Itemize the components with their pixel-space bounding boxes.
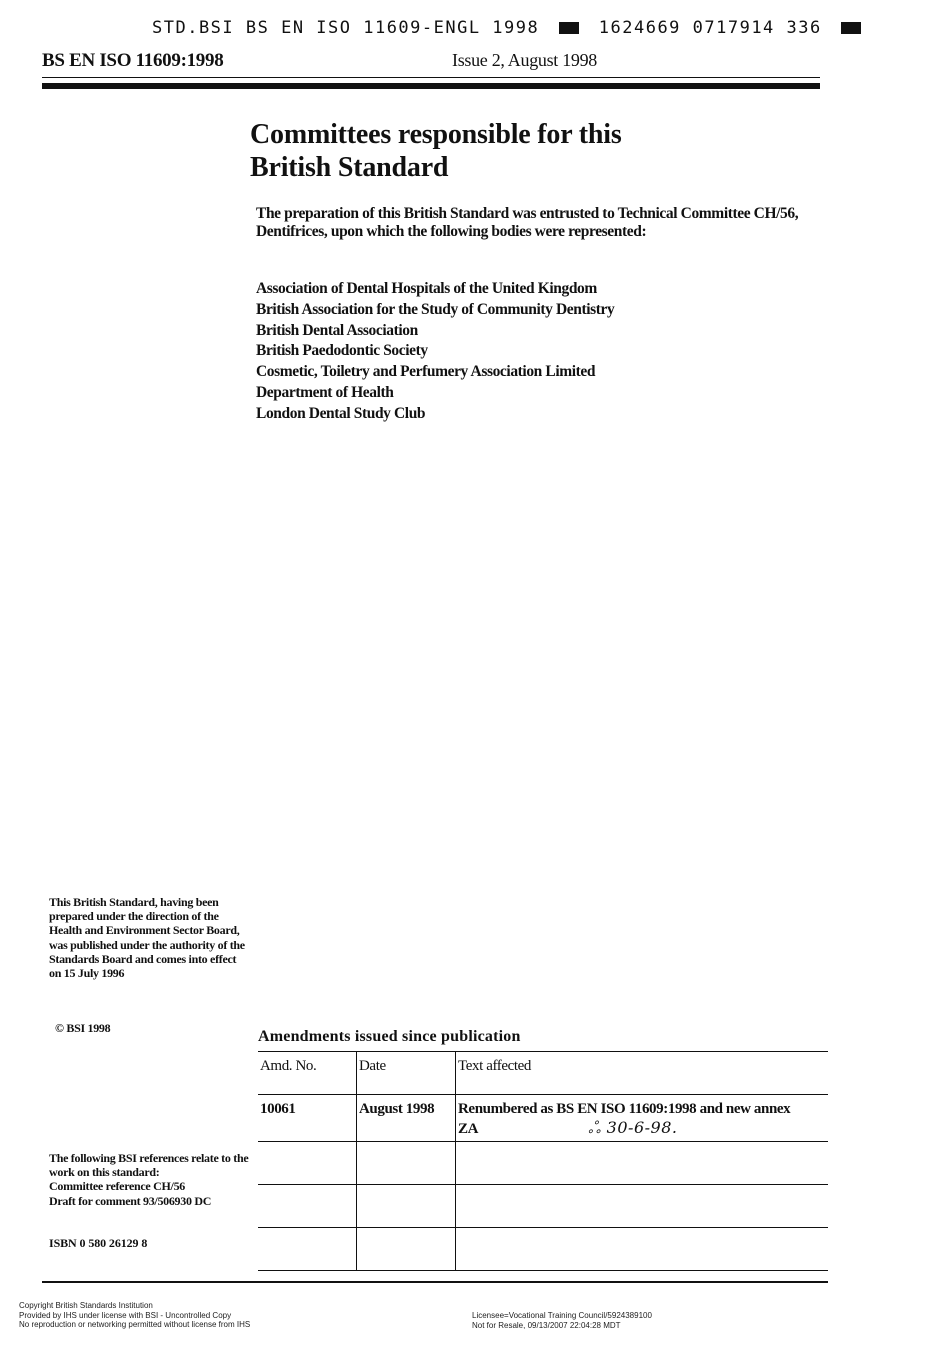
- references-intro: The following BSI references relate to the work on this standard:: [49, 1151, 249, 1180]
- handwritten-note: ஃ 30-6-98.: [588, 1118, 678, 1137]
- standard-number: BS EN ISO 11609:1998: [42, 50, 224, 71]
- header-rule-thick: [42, 83, 820, 89]
- cell-empty: [357, 1185, 456, 1228]
- footer-line: Copyright British Standards Institution: [19, 1301, 153, 1310]
- bottom-rule: [42, 1281, 828, 1283]
- cell-empty: [456, 1142, 829, 1185]
- committee-reference: Committee reference CH/56: [49, 1179, 185, 1194]
- footer-line: Not for Resale, 09/13/2007 22:04:28 MDT: [472, 1320, 621, 1330]
- stamp-prefix: STD.BSI BS EN ISO 11609-ENGL 1998: [152, 18, 540, 38]
- cell-empty: [357, 1228, 456, 1271]
- footer-line: Provided by IHS under license with BSI - Uncontrolled Copy: [19, 1310, 232, 1320]
- list-item: Association of Dental Hospitals of the United Kingdom: [256, 280, 597, 297]
- cell-empty: [258, 1185, 357, 1228]
- cell-empty: [258, 1142, 357, 1185]
- cell-empty: [456, 1185, 829, 1228]
- footer-line: Licensee=Vocational Training Council/5924389100: [472, 1311, 652, 1320]
- committee-intro: The preparation of this British Standard was entrusted to Technical Committee CH/56, Dentifrices, upon which the following bodies were represented:: [256, 205, 799, 240]
- cell-text-affected: [456, 1095, 829, 1142]
- authority-statement: This British Standard, having been prepared under the direction of the Health and Environment Sector Board, was published under the authority of the Standards Board and comes into effect on 15 July 1996: [49, 895, 245, 981]
- list-item: Cosmetic, Toiletry and Perfumery Association Limited: [256, 363, 596, 381]
- list-item: British Dental Association: [256, 321, 418, 339]
- list-item: London Dental Study Club: [256, 404, 426, 422]
- page-title-line2: British Standard: [250, 152, 449, 183]
- header-amd-no: Amd. No.: [258, 1052, 357, 1095]
- cell-empty: [456, 1228, 829, 1271]
- list-item: Department of Health: [256, 383, 394, 401]
- cell-amd-no: 10061: [258, 1095, 357, 1142]
- bsi-references: [49, 1151, 249, 1208]
- table-row: [258, 1142, 828, 1185]
- copyright-notice: © BSI 1998: [55, 1021, 111, 1035]
- list-item: British Association for the Study of Community Dentistry: [256, 300, 615, 318]
- stamp-code: 1624669 0717914 336: [598, 18, 822, 38]
- stamp-block-mark-end: [841, 22, 861, 34]
- represented-bodies-list: [256, 279, 614, 425]
- page-title: [250, 118, 622, 184]
- table-row: [258, 1095, 828, 1142]
- cell-empty: [258, 1228, 357, 1271]
- page-title-line1: Committees responsible for this: [250, 119, 622, 150]
- table-header-row: [258, 1052, 828, 1095]
- cell-date: August 1998: [357, 1095, 456, 1142]
- draft-reference: Draft for comment 93/506930 DC: [49, 1193, 212, 1208]
- amendments-table: [258, 1051, 828, 1271]
- footer-line: No reproduction or networking permitted without license from IHS: [19, 1320, 251, 1329]
- list-item: British Paedodontic Society: [256, 342, 428, 360]
- isbn: ISBN 0 580 26129 8: [49, 1236, 148, 1250]
- stamp-block-mark: [559, 22, 579, 34]
- header-date: Date: [357, 1052, 456, 1095]
- text-affected: Renumbered as BS EN ISO 11609:1998 and new annex ZA: [458, 1101, 791, 1137]
- table-row: [258, 1185, 828, 1228]
- header-rule-thin: [42, 77, 820, 78]
- issue-label: Issue 2, August 1998: [452, 50, 598, 70]
- footer-licensee: [472, 1311, 652, 1330]
- footer-copyright: [19, 1301, 250, 1330]
- header-text-affected: Text affected: [458, 1058, 532, 1074]
- table-row: [258, 1228, 828, 1271]
- amendments-title: Amendments issued since publication: [258, 1028, 521, 1045]
- cell-empty: [357, 1142, 456, 1185]
- document-stamp-line: [152, 18, 869, 38]
